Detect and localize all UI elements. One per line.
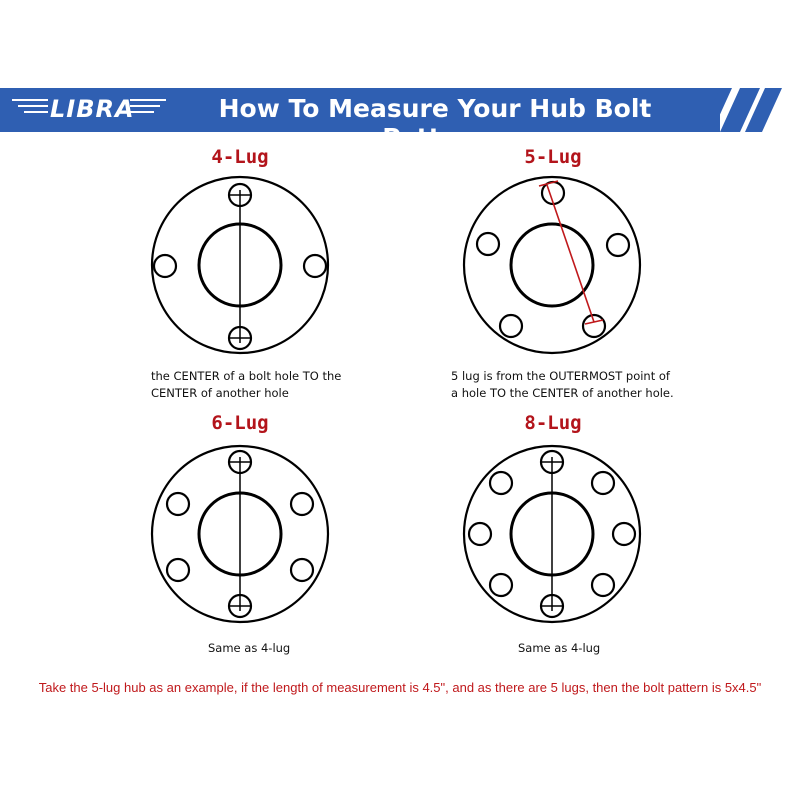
title-4-lug: 4-Lug [211, 146, 269, 168]
title-6-lug: 6-Lug [211, 412, 269, 434]
caption-5-lug-line-1: 5 lug is from the OUTERMOST point of [451, 369, 670, 383]
caption-5-lug [451, 368, 674, 402]
page-title: How To Measure Your Hub Bolt Pattern [218, 94, 652, 152]
hub-5-lug [464, 177, 640, 353]
caption-8-lug-line-1: Same as 4-lug [518, 641, 601, 655]
hub-8-lug [464, 446, 640, 622]
example-note: Take the 5-lug hub as an example, if the length of measurement is 4.5", and as there are 5 lugs, then the bolt pattern is 5x4.5" [38, 680, 762, 695]
title-5-lug: 5-Lug [524, 146, 582, 168]
caption-4-lug [151, 368, 341, 402]
hub-4-lug [152, 177, 328, 353]
caption-6-lug-line-1: Same as 4-lug [208, 641, 291, 655]
brand-logo: LIBRA [50, 95, 135, 123]
title-8-lug: 8-Lug [524, 412, 582, 434]
caption-8-lug [518, 640, 600, 657]
caption-5-lug-line-2: a hole TO the CENTER of another hole. [451, 386, 674, 400]
caption-4-lug-line-2: CENTER of another hole [151, 386, 289, 400]
hub-6-lug [152, 446, 328, 622]
caption-6-lug [208, 640, 290, 657]
caption-4-lug-line-1: the CENTER of a bolt hole TO the [151, 369, 342, 383]
